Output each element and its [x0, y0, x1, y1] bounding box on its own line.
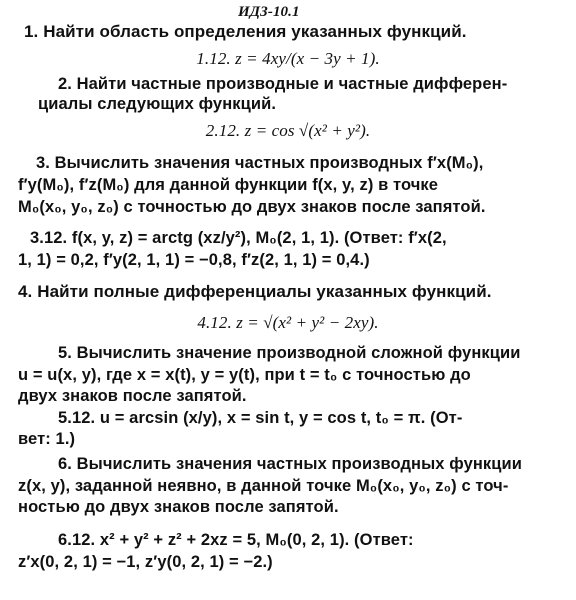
- task-6-12-line-2: z′x(0, 2, 1) = −1, z′y(0, 2, 1) = −2.): [18, 553, 273, 571]
- task-2-text-line-2: циалы следующих функций.: [38, 95, 277, 113]
- task-1-12-formula: 1.12. z = 4xy/(x − 3y + 1).: [196, 49, 380, 68]
- task-2-12-formula: 2.12. z = cos √(x² + y²).: [205, 121, 371, 140]
- task-5-text-line-2: u = u(x, y), где x = x(t), y = y(t), при t = t₀ с точностью до: [18, 366, 471, 384]
- task-5-text-line-3: двух знаков после запятой.: [18, 387, 247, 405]
- task-5-12-line-2: вет: 1.): [18, 430, 76, 448]
- task-3-text-line-1: 3. Вычислить значения частных производных f′x(M₀),: [36, 154, 484, 172]
- task-6-text-line-2: z(x, y), заданной неявно, в данной точке M₀(x₀, y₀, z₀) с точ-: [18, 477, 509, 495]
- task-3-text-line-3: M₀(x₀, y₀, z₀) с точностью до двух знаков после запятой.: [18, 198, 486, 216]
- task-1-text: 1. Найти область определения указанных функций.: [24, 22, 467, 41]
- task-6-text-line-1: 6. Вычислить значения частных производных функции: [58, 455, 523, 473]
- task-2-text-line-1: 2. Найти частные производные и частные дифферен-: [58, 75, 508, 93]
- task-5-12-line-1: 5.12. u = arcsin (x/y), x = sin t, y = cos t, t₀ = π. (От-: [58, 409, 463, 427]
- document-title: ИДЗ-10.1: [238, 4, 300, 20]
- task-3-12-line-2: 1, 1) = 0,2, f′y(2, 1, 1) = −0,8, f′z(2, 1, 1) = 0,4.): [18, 251, 370, 269]
- task-3-12-line-1: 3.12. f(x, y, z) = arctg (xz/y²), M₀(2, 1, 1). (Ответ: f′x(2,: [30, 229, 447, 247]
- task-3-text-line-2: f′y(M₀), f′z(M₀) для данной функции f(x, y, z) в точке: [18, 176, 439, 194]
- task-6-text-line-3: ностью до двух знаков после запятой.: [18, 498, 339, 516]
- task-6-12-line-1: 6.12. x² + y² + z² + 2xz = 5, M₀(0, 2, 1). (Ответ:: [58, 531, 414, 549]
- task-4-text: 4. Найти полные дифференциалы указанных функций.: [18, 282, 492, 301]
- task-5-text-line-1: 5. Вычислить значение производной сложной функции: [58, 344, 521, 362]
- task-4-12-formula: 4.12. z = √(x² + y² − 2xy).: [197, 313, 379, 332]
